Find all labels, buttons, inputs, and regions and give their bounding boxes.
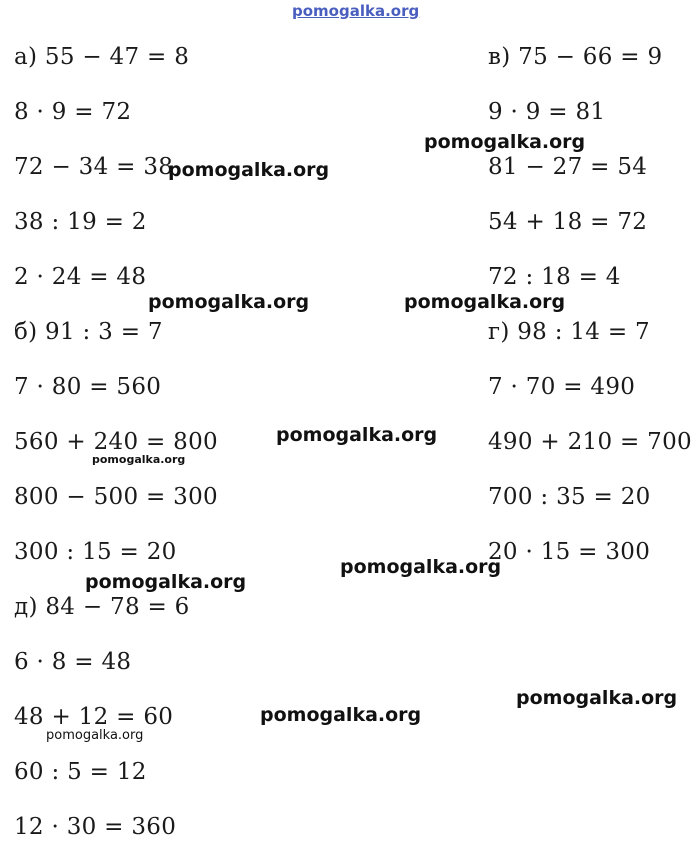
equation-d-3: 48 + 12 = 60 [14,704,174,730]
equation-v-2: 9 · 9 = 81 [488,99,606,125]
equation-v-1: в) 75 − 66 = 9 [488,44,663,70]
watermark-4: pomogalka.org [404,291,566,313]
watermark-5: pomogalka.org [276,424,438,446]
equation-b-1: б) 91 : 3 = 7 [14,319,163,345]
equation-a-2: 8 · 9 = 72 [14,99,132,125]
equation-g-3: 490 + 210 = 700 [488,429,692,455]
equation-b-2: 7 · 80 = 560 [14,374,162,400]
equation-a-5: 2 · 24 = 48 [14,264,147,290]
watermark-1: pomogalka.org [424,131,586,153]
watermark-10: pomogalka.org [260,704,422,726]
equation-v-5: 72 : 18 = 4 [488,264,621,290]
equation-v-4: 54 + 18 = 72 [488,209,648,235]
equation-b-5: 300 : 15 = 20 [14,539,177,565]
watermark-9: pomogalka.org [516,687,678,709]
watermark-6: pomogalka.org [92,453,186,466]
equation-b-4: 800 − 500 = 300 [14,484,218,510]
equation-g-5: 20 · 15 = 300 [488,539,651,565]
watermark-8: pomogalka.org [85,571,247,593]
equation-g-1: г) 98 : 14 = 7 [488,319,650,345]
watermark-11: pomogalka.org [46,728,144,743]
equation-a-1: а) 55 − 47 = 8 [14,44,190,70]
equation-d-2: 6 · 8 = 48 [14,649,132,675]
watermark-7: pomogalka.org [340,556,502,578]
equation-g-2: 7 · 70 = 490 [488,374,636,400]
equation-g-4: 700 : 35 = 20 [488,484,651,510]
equation-a-3: 72 − 34 = 38 [14,154,174,180]
watermark-3: pomogalka.org [148,291,310,313]
watermark-2: pomogalka.org [168,159,330,181]
equation-b-3: 560 + 240 = 800 [14,429,218,455]
header-watermark: pomogalka.org [292,2,420,20]
equation-d-5: 12 · 30 = 360 [14,814,177,840]
equation-d-1: д) 84 − 78 = 6 [14,594,190,620]
equation-a-4: 38 : 19 = 2 [14,209,147,235]
equation-d-4: 60 : 5 = 12 [14,759,147,785]
equation-v-3: 81 − 27 = 54 [488,154,648,180]
